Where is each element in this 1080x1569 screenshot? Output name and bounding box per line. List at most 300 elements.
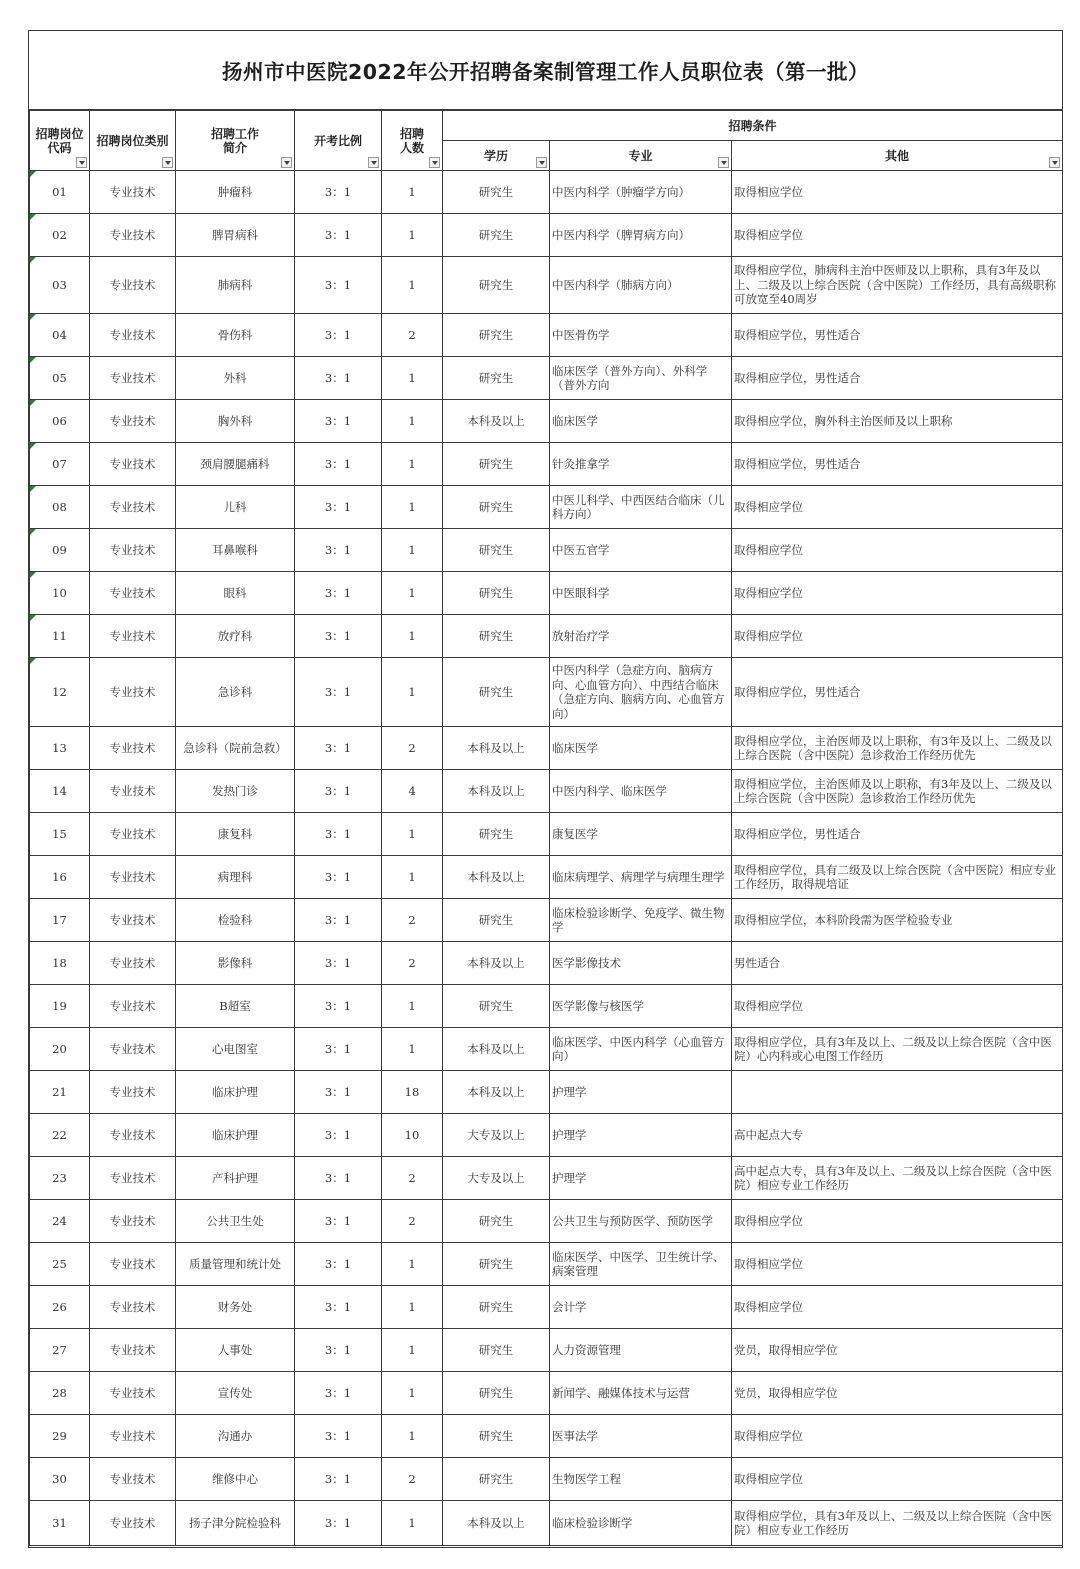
cell-education[interactable] (443, 214, 550, 257)
cell-category[interactable] (90, 658, 176, 727)
cell-major[interactable] (550, 985, 732, 1028)
cell-code[interactable] (30, 899, 90, 942)
cell-major[interactable] (550, 443, 732, 486)
cell-code[interactable] (30, 257, 90, 314)
header-code[interactable] (30, 111, 90, 171)
cell-other[interactable] (732, 1458, 1063, 1501)
cell-education[interactable] (443, 727, 550, 770)
cell-intro[interactable] (176, 171, 295, 214)
cell-count[interactable] (382, 257, 443, 314)
cell-education[interactable] (443, 1329, 550, 1372)
cell-other[interactable] (732, 1286, 1063, 1329)
cell-category-text: 专业技术 (109, 1170, 156, 1185)
cell-intro[interactable] (176, 357, 295, 400)
cell-education[interactable] (443, 486, 550, 529)
cell-intro[interactable] (176, 1415, 295, 1458)
cell-category[interactable] (90, 1415, 176, 1458)
cell-intro[interactable] (176, 1071, 295, 1114)
cell-major-text: 医事法学 (552, 1428, 598, 1443)
cell-other[interactable] (732, 727, 1063, 770)
cell-count-text: 1 (408, 998, 416, 1013)
cell-category[interactable] (90, 257, 176, 314)
cell-code[interactable] (30, 1243, 90, 1286)
cell-count[interactable] (382, 856, 443, 899)
cell-education[interactable] (443, 443, 550, 486)
cell-other[interactable] (732, 357, 1063, 400)
cell-major[interactable] (550, 357, 732, 400)
cell-code[interactable] (30, 1200, 90, 1243)
cell-category[interactable] (90, 214, 176, 257)
cell-code-text: 27 (52, 1342, 67, 1357)
cell-ratio[interactable] (295, 314, 382, 357)
cell-code[interactable] (30, 615, 90, 658)
cell-intro[interactable] (176, 486, 295, 529)
cell-major[interactable] (550, 1372, 732, 1415)
cell-other[interactable] (732, 1372, 1063, 1415)
table-row (30, 1372, 1063, 1415)
cell-code[interactable] (30, 1501, 90, 1546)
cell-count[interactable] (382, 572, 443, 615)
cell-education[interactable] (443, 770, 550, 813)
cell-other[interactable] (732, 1200, 1063, 1243)
cell-code[interactable] (30, 985, 90, 1028)
cell-intro[interactable] (176, 770, 295, 813)
cell-education[interactable] (443, 615, 550, 658)
filter-dropdown-icon[interactable] (536, 157, 547, 168)
cell-category[interactable] (90, 942, 176, 985)
cell-category[interactable] (90, 357, 176, 400)
cell-education[interactable] (443, 1501, 550, 1546)
cell-code[interactable] (30, 214, 90, 257)
cell-category[interactable] (90, 486, 176, 529)
cell-education[interactable] (443, 1028, 550, 1071)
cell-count[interactable] (382, 1243, 443, 1286)
cell-other[interactable] (732, 171, 1063, 214)
cell-ratio[interactable] (295, 1286, 382, 1329)
cell-count[interactable] (382, 1200, 443, 1243)
cell-ratio[interactable] (295, 1243, 382, 1286)
cell-count[interactable] (382, 1114, 443, 1157)
cell-code[interactable] (30, 1372, 90, 1415)
header-conditions-label: 招聘条件 (728, 118, 777, 133)
cell-code[interactable] (30, 942, 90, 985)
cell-ratio[interactable] (295, 214, 382, 257)
cell-ratio[interactable] (295, 1458, 382, 1501)
cell-education[interactable] (443, 1071, 550, 1114)
cell-category[interactable] (90, 1286, 176, 1329)
table-row (30, 727, 1063, 770)
cell-count[interactable] (382, 1372, 443, 1415)
cell-ratio[interactable] (295, 486, 382, 529)
cell-education[interactable] (443, 813, 550, 856)
cell-category[interactable] (90, 443, 176, 486)
cell-major-text: 新闻学、融媒体技术与运营 (552, 1385, 690, 1400)
cell-other[interactable] (732, 985, 1063, 1028)
cell-education[interactable] (443, 357, 550, 400)
cell-intro[interactable] (176, 314, 295, 357)
cell-intro[interactable] (176, 1114, 295, 1157)
cell-category[interactable] (90, 1028, 176, 1071)
cell-indicator-icon (30, 615, 36, 621)
header-major[interactable] (550, 141, 732, 171)
cell-ratio[interactable] (295, 727, 382, 770)
cell-intro[interactable] (176, 529, 295, 572)
cell-category-text: 专业技术 (109, 1515, 156, 1530)
cell-ratio[interactable] (295, 1501, 382, 1546)
cell-other[interactable] (732, 615, 1063, 658)
cell-count[interactable] (382, 314, 443, 357)
filter-dropdown-icon[interactable] (281, 157, 292, 168)
cell-major[interactable] (550, 813, 732, 856)
cell-education[interactable] (443, 1372, 550, 1415)
cell-education[interactable] (443, 314, 550, 357)
cell-code[interactable] (30, 314, 90, 357)
cell-intro[interactable] (176, 572, 295, 615)
cell-education[interactable] (443, 171, 550, 214)
cell-intro[interactable] (176, 257, 295, 314)
cell-major-text: 中医骨伤学 (552, 327, 610, 342)
cell-count-text: 1 (408, 684, 416, 699)
cell-ratio[interactable] (295, 1329, 382, 1372)
cell-major[interactable] (550, 658, 732, 727)
cell-category[interactable] (90, 856, 176, 899)
cell-count[interactable] (382, 770, 443, 813)
cell-other[interactable] (732, 572, 1063, 615)
header-education[interactable] (443, 141, 550, 171)
cell-intro[interactable] (176, 727, 295, 770)
cell-category[interactable] (90, 1114, 176, 1157)
cell-count[interactable] (382, 171, 443, 214)
cell-other[interactable] (732, 400, 1063, 443)
cell-education[interactable] (443, 257, 550, 314)
cell-major-text: 中医内科学、临床医学 (552, 783, 667, 798)
cell-category[interactable] (90, 1243, 176, 1286)
cell-ratio[interactable] (295, 658, 382, 727)
cell-count[interactable] (382, 357, 443, 400)
header-other[interactable] (732, 141, 1063, 171)
header-ratio[interactable] (295, 111, 382, 171)
cell-other-text: 取得相应学位 (734, 227, 803, 242)
cell-intro-text: 肺病科 (217, 277, 253, 292)
cell-category[interactable] (90, 770, 176, 813)
cell-count[interactable] (382, 1415, 443, 1458)
cell-other[interactable] (732, 257, 1063, 314)
cell-other[interactable] (732, 856, 1063, 899)
cell-intro[interactable] (176, 899, 295, 942)
cell-education[interactable] (443, 985, 550, 1028)
cell-major[interactable] (550, 1028, 732, 1071)
cell-code-text: 07 (52, 456, 67, 471)
cell-education[interactable] (443, 572, 550, 615)
cell-code[interactable] (30, 529, 90, 572)
filter-dropdown-icon[interactable] (76, 157, 87, 168)
cell-education[interactable] (443, 1114, 550, 1157)
cell-other[interactable] (732, 1071, 1063, 1114)
cell-code[interactable] (30, 486, 90, 529)
header-count[interactable] (382, 111, 443, 171)
cell-category[interactable] (90, 1157, 176, 1200)
cell-major[interactable] (550, 770, 732, 813)
cell-intro[interactable] (176, 856, 295, 899)
cell-category-text: 专业技术 (109, 1041, 156, 1056)
cell-code[interactable] (30, 443, 90, 486)
cell-major[interactable] (550, 1329, 732, 1372)
cell-ratio[interactable] (295, 1415, 382, 1458)
cell-category[interactable] (90, 314, 176, 357)
cell-ratio[interactable] (295, 529, 382, 572)
cell-count[interactable] (382, 443, 443, 486)
cell-other[interactable] (732, 443, 1063, 486)
cell-major[interactable] (550, 727, 732, 770)
cell-education[interactable] (443, 1286, 550, 1329)
cell-code[interactable] (30, 1458, 90, 1501)
cell-major[interactable] (550, 314, 732, 357)
cell-other[interactable] (732, 1114, 1063, 1157)
cell-major[interactable] (550, 529, 732, 572)
cell-ratio[interactable] (295, 1114, 382, 1157)
cell-ratio[interactable] (295, 443, 382, 486)
cell-count[interactable] (382, 1028, 443, 1071)
cell-ratio[interactable] (295, 572, 382, 615)
cell-code[interactable] (30, 1071, 90, 1114)
cell-ratio[interactable] (295, 1372, 382, 1415)
cell-major[interactable] (550, 214, 732, 257)
cell-code[interactable] (30, 727, 90, 770)
cell-major[interactable] (550, 1200, 732, 1243)
cell-code[interactable] (30, 357, 90, 400)
cell-ratio[interactable] (295, 257, 382, 314)
cell-category[interactable] (90, 985, 176, 1028)
cell-code[interactable] (30, 1286, 90, 1329)
cell-other[interactable] (732, 1329, 1063, 1372)
cell-education[interactable] (443, 856, 550, 899)
cell-other[interactable] (732, 1157, 1063, 1200)
cell-category[interactable] (90, 1200, 176, 1243)
cell-intro[interactable] (176, 615, 295, 658)
cell-education[interactable] (443, 1200, 550, 1243)
cell-count[interactable] (382, 1071, 443, 1114)
cell-count[interactable] (382, 1458, 443, 1501)
cell-category[interactable] (90, 1071, 176, 1114)
cell-category[interactable] (90, 572, 176, 615)
cell-education[interactable] (443, 1415, 550, 1458)
cell-count-text: 4 (408, 783, 416, 798)
cell-code[interactable] (30, 572, 90, 615)
cell-count[interactable] (382, 486, 443, 529)
cell-code[interactable] (30, 658, 90, 727)
cell-category[interactable] (90, 1458, 176, 1501)
cell-intro-text: 胸外科 (217, 413, 253, 428)
cell-intro[interactable] (176, 1243, 295, 1286)
cell-category[interactable] (90, 400, 176, 443)
cell-code[interactable] (30, 1329, 90, 1372)
cell-major[interactable] (550, 1243, 732, 1286)
cell-count[interactable] (382, 529, 443, 572)
cell-count[interactable] (382, 985, 443, 1028)
cell-other[interactable] (732, 899, 1063, 942)
cell-intro[interactable] (176, 443, 295, 486)
cell-other[interactable] (732, 314, 1063, 357)
cell-count[interactable] (382, 1286, 443, 1329)
cell-major[interactable] (550, 171, 732, 214)
cell-major[interactable] (550, 942, 732, 985)
cell-other[interactable] (732, 1501, 1063, 1546)
cell-ratio[interactable] (295, 357, 382, 400)
cell-ratio[interactable] (295, 1071, 382, 1114)
cell-category[interactable] (90, 529, 176, 572)
cell-count[interactable] (382, 813, 443, 856)
cell-other-text: 取得相应学位，肺病科主治中医师及以上职称，具有3年及以上、二级及以上综合医院（含中医院）工作经历，具有高级职称可放宽至40周岁 (734, 263, 1056, 307)
cell-major[interactable] (550, 1415, 732, 1458)
cell-major[interactable] (550, 1157, 732, 1200)
cell-indicator-icon (30, 658, 36, 664)
cell-other-text: 男性适合 (734, 955, 780, 970)
header-intro-label: 招聘工作 简介 (210, 126, 259, 155)
cell-ratio[interactable] (295, 1200, 382, 1243)
cell-intro[interactable] (176, 1458, 295, 1501)
cell-intro[interactable] (176, 400, 295, 443)
header-category[interactable] (90, 111, 176, 171)
cell-code[interactable] (30, 400, 90, 443)
cell-count[interactable] (382, 942, 443, 985)
cell-count[interactable] (382, 899, 443, 942)
cell-count[interactable] (382, 615, 443, 658)
cell-category-text: 专业技术 (109, 1256, 156, 1271)
cell-code-text: 20 (52, 1041, 67, 1056)
cell-code[interactable] (30, 1114, 90, 1157)
cell-education[interactable] (443, 942, 550, 985)
cell-other[interactable] (732, 813, 1063, 856)
cell-ratio[interactable] (295, 899, 382, 942)
cell-count[interactable] (382, 1157, 443, 1200)
filter-dropdown-icon[interactable] (718, 157, 729, 168)
cell-category[interactable] (90, 1501, 176, 1546)
cell-code[interactable] (30, 813, 90, 856)
cell-ratio[interactable] (295, 1157, 382, 1200)
cell-count[interactable] (382, 658, 443, 727)
table-row (30, 1200, 1063, 1243)
cell-intro[interactable] (176, 1028, 295, 1071)
cell-other[interactable] (732, 214, 1063, 257)
cell-major[interactable] (550, 257, 732, 314)
cell-other[interactable] (732, 1415, 1063, 1458)
cell-major[interactable] (550, 1114, 732, 1157)
cell-ratio[interactable] (295, 171, 382, 214)
cell-major[interactable] (550, 856, 732, 899)
cell-education[interactable] (443, 899, 550, 942)
cell-code[interactable] (30, 856, 90, 899)
cell-code[interactable] (30, 1415, 90, 1458)
cell-intro[interactable] (176, 1329, 295, 1372)
cell-other[interactable] (732, 770, 1063, 813)
cell-category[interactable] (90, 813, 176, 856)
cell-education[interactable] (443, 529, 550, 572)
filter-dropdown-icon[interactable] (1049, 157, 1060, 168)
cell-intro-text: 沟通办 (217, 1428, 253, 1443)
cell-category[interactable] (90, 1372, 176, 1415)
cell-category[interactable] (90, 899, 176, 942)
cell-major[interactable] (550, 1501, 732, 1546)
cell-ratio[interactable] (295, 615, 382, 658)
cell-education[interactable] (443, 400, 550, 443)
cell-category-text: 专业技术 (109, 1342, 156, 1357)
cell-other-text: 取得相应学位，具有3年及以上、二级及以上综合医院（含中医院）心内科或心电图工作经历 (734, 1034, 1052, 1063)
cell-major-text: 中医内科学（肺病方向） (552, 277, 679, 292)
cell-intro[interactable] (176, 942, 295, 985)
cell-intro[interactable] (176, 1372, 295, 1415)
cell-other[interactable] (732, 1243, 1063, 1286)
cell-category[interactable] (90, 727, 176, 770)
header-intro[interactable] (176, 111, 295, 171)
cell-other[interactable] (732, 486, 1063, 529)
cell-intro[interactable] (176, 1501, 295, 1546)
cell-major[interactable] (550, 1458, 732, 1501)
cell-education[interactable] (443, 1243, 550, 1286)
cell-code[interactable] (30, 171, 90, 214)
cell-ratio-text: 3：1 (324, 912, 352, 927)
cell-major[interactable] (550, 486, 732, 529)
cell-intro[interactable] (176, 214, 295, 257)
cell-other[interactable] (732, 942, 1063, 985)
table-row (30, 1501, 1063, 1546)
cell-intro[interactable] (176, 1286, 295, 1329)
cell-ratio[interactable] (295, 985, 382, 1028)
cell-intro[interactable] (176, 813, 295, 856)
cell-ratio[interactable] (295, 813, 382, 856)
cell-ratio[interactable] (295, 770, 382, 813)
filter-dropdown-icon[interactable] (429, 157, 440, 168)
table-row (30, 1243, 1063, 1286)
cell-intro[interactable] (176, 985, 295, 1028)
cell-code[interactable] (30, 1157, 90, 1200)
cell-ratio[interactable] (295, 400, 382, 443)
cell-education[interactable] (443, 1157, 550, 1200)
cell-category[interactable] (90, 615, 176, 658)
cell-other[interactable] (732, 529, 1063, 572)
cell-education[interactable] (443, 658, 550, 727)
cell-ratio[interactable] (295, 856, 382, 899)
cell-intro[interactable] (176, 1200, 295, 1243)
cell-major[interactable] (550, 400, 732, 443)
cell-count[interactable] (382, 400, 443, 443)
cell-ratio[interactable] (295, 942, 382, 985)
cell-count[interactable] (382, 214, 443, 257)
cell-education[interactable] (443, 1458, 550, 1501)
cell-count[interactable] (382, 1501, 443, 1546)
cell-category[interactable] (90, 171, 176, 214)
cell-major[interactable] (550, 572, 732, 615)
cell-education-text: 研究生 (478, 370, 514, 385)
cell-other[interactable] (732, 658, 1063, 727)
cell-major[interactable] (550, 899, 732, 942)
cell-code[interactable] (30, 770, 90, 813)
cell-count[interactable] (382, 1329, 443, 1372)
cell-other[interactable] (732, 1028, 1063, 1071)
filter-dropdown-icon[interactable] (162, 157, 173, 168)
cell-intro-text: 宣传处 (217, 1385, 253, 1400)
cell-count[interactable] (382, 727, 443, 770)
cell-code[interactable] (30, 1028, 90, 1071)
cell-major[interactable] (550, 1071, 732, 1114)
cell-intro[interactable] (176, 658, 295, 727)
cell-major[interactable] (550, 615, 732, 658)
filter-dropdown-icon[interactable] (368, 157, 379, 168)
cell-ratio[interactable] (295, 1028, 382, 1071)
cell-major[interactable] (550, 1286, 732, 1329)
cell-intro[interactable] (176, 1157, 295, 1200)
cell-category[interactable] (90, 1329, 176, 1372)
cell-intro-text: 人事处 (217, 1342, 253, 1357)
